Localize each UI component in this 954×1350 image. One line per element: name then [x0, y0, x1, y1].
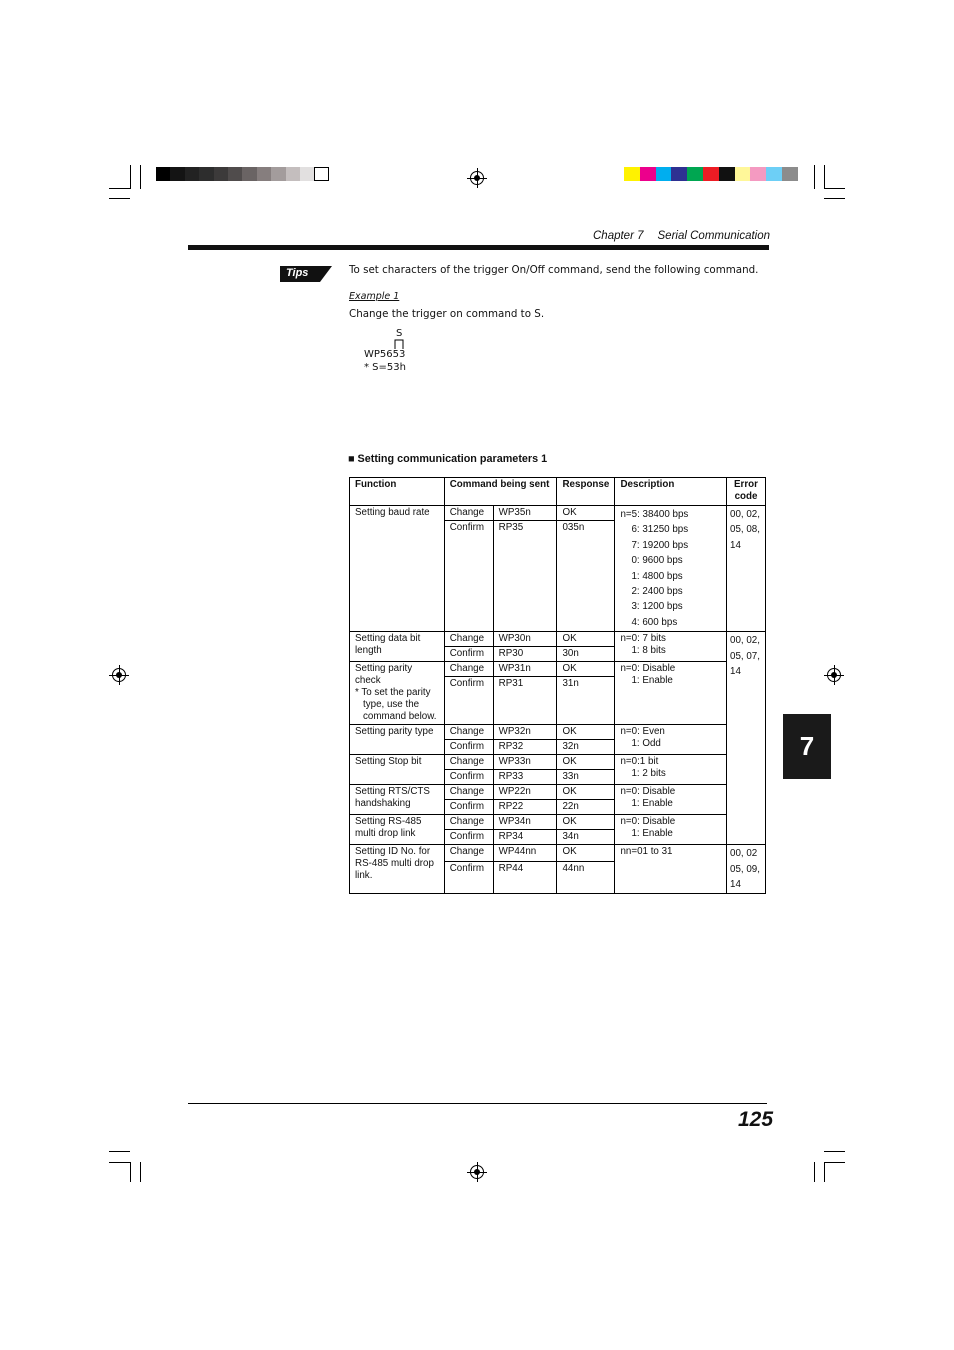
change-command: WP30n — [493, 632, 557, 647]
description-line: 7: 19200 bps — [631, 539, 689, 551]
function-cell — [350, 845, 445, 894]
table-row — [350, 785, 766, 800]
section-title — [348, 453, 547, 465]
description-line: n=0: Disable — [620, 816, 676, 828]
example-char: S — [396, 328, 403, 339]
error-code-line: 14 — [730, 666, 741, 678]
change-response: OK — [557, 785, 615, 800]
color-swatch — [671, 167, 687, 181]
color-swatch — [703, 167, 719, 181]
confirm-response: 44nn — [557, 862, 615, 894]
table-row — [350, 506, 766, 521]
table-row — [350, 725, 766, 740]
square-bullet-icon: ■ — [348, 453, 355, 465]
function-text: Setting data bit length — [355, 633, 421, 657]
tips-badge — [280, 266, 332, 282]
chapter-label: Chapter 7 — [593, 230, 644, 242]
description-cell — [615, 755, 727, 785]
confirm-command: RP31 — [493, 677, 557, 725]
chapter-title: Serial Communication — [657, 230, 771, 242]
description-line: 1: 2 bits — [631, 768, 666, 780]
description-line: n=5: 38400 bps — [620, 509, 689, 520]
change-response: OK — [557, 725, 615, 740]
change-label: Change — [444, 662, 493, 677]
error-code-line: 05, 08, — [730, 524, 760, 536]
color-swatch — [719, 167, 735, 181]
function-cell — [350, 506, 445, 632]
function-text: Setting ID No. for RS-485 multi drop link. — [355, 846, 434, 882]
description-cell — [615, 725, 727, 755]
gray-swatch — [170, 167, 185, 181]
change-label: Change — [444, 815, 493, 830]
change-label: Change — [444, 506, 493, 521]
bracket-icon — [394, 339, 405, 349]
confirm-label: Confirm — [444, 521, 493, 632]
color-swatch — [782, 167, 798, 181]
color-swatch — [735, 167, 751, 181]
confirm-command: RP22 — [493, 800, 557, 815]
change-label: Change — [444, 632, 493, 647]
change-response: OK — [557, 506, 615, 521]
description-line: n=0: Disable — [620, 786, 676, 798]
table-row — [350, 755, 766, 770]
change-command: WP31n — [493, 662, 557, 677]
function-text: Setting parity check — [355, 663, 413, 687]
header-function: Function — [350, 478, 445, 506]
description-line: 1: Odd — [631, 738, 661, 750]
error-code-line: 00, 02, — [730, 635, 760, 647]
confirm-label: Confirm — [444, 647, 493, 662]
table-row — [350, 815, 766, 830]
error-code-cell — [727, 632, 766, 845]
header-response: Response — [557, 478, 615, 506]
footer-rule — [188, 1103, 767, 1104]
confirm-command: RP44 — [493, 862, 557, 894]
page-number: 125 — [738, 1108, 774, 1131]
change-command: WP34n — [493, 815, 557, 830]
function-cell — [350, 755, 445, 785]
change-label: Change — [444, 755, 493, 770]
registration-mark-icon — [470, 171, 484, 185]
function-note: * To set the parity type, use the command below. — [355, 687, 437, 723]
description-line: n=0:1 bit — [620, 756, 659, 768]
confirm-label: Confirm — [444, 830, 493, 845]
change-command: WP22n — [493, 785, 557, 800]
function-text: Setting baud rate — [355, 507, 430, 518]
function-text: Setting Stop bit — [355, 756, 422, 768]
change-command: WP33n — [493, 755, 557, 770]
tips-label: Tips — [286, 267, 309, 279]
description-cell — [615, 506, 727, 632]
confirm-command: RP32 — [493, 740, 557, 755]
gray-swatch — [228, 167, 243, 181]
section-title-text: Setting communication parameters 1 — [357, 453, 548, 465]
description-line: 3: 1200 bps — [631, 601, 683, 613]
change-label: Change — [444, 845, 493, 862]
function-text: Setting parity type — [355, 726, 434, 738]
color-swatch — [656, 167, 672, 181]
function-cell — [350, 662, 445, 725]
example-label: Example 1 — [349, 291, 400, 302]
header-command: Command being sent — [444, 478, 557, 506]
confirm-command: RP34 — [493, 830, 557, 845]
registration-mark-icon — [470, 1165, 484, 1179]
function-cell — [350, 632, 445, 662]
error-code-cell — [727, 845, 766, 894]
confirm-response: 32n — [557, 740, 615, 755]
error-code-line: 05, 09, — [730, 863, 760, 875]
color-swatch — [766, 167, 782, 181]
description-line: n=0: Even — [620, 726, 665, 738]
confirm-label: Confirm — [444, 770, 493, 785]
function-text: Setting RTS/CTS handshaking — [355, 786, 430, 810]
confirm-response: 34n — [557, 830, 615, 845]
description-line: 1: Enable — [631, 798, 673, 810]
description-line: 0: 9600 bps — [631, 555, 683, 567]
confirm-label: Confirm — [444, 677, 493, 725]
example-command: WP5653 — [364, 349, 406, 360]
description-line: 4: 600 bps — [631, 616, 678, 628]
confirm-command: RP30 — [493, 647, 557, 662]
intro-text: To set characters of the trigger On/Off command, send the following command. — [349, 264, 759, 276]
description-cell — [615, 815, 727, 845]
example-note: * S=53h — [364, 362, 406, 373]
error-code-line: 05, 07, — [730, 650, 760, 662]
color-swatch — [624, 167, 640, 181]
confirm-command: RP35 — [493, 521, 557, 632]
table-row — [350, 632, 766, 647]
description-line: 1: Enable — [631, 675, 673, 687]
error-code-line: 14 — [730, 879, 741, 891]
change-response: OK — [557, 815, 615, 830]
change-response: OK — [557, 755, 615, 770]
gray-swatch — [271, 167, 286, 181]
description-cell — [615, 785, 727, 815]
gray-swatch — [314, 167, 329, 181]
description-cell — [615, 845, 727, 894]
description-line: 6: 31250 bps — [631, 524, 689, 536]
gray-swatch — [242, 167, 257, 181]
chapter-tab: 7 — [783, 714, 831, 779]
color-swatch — [750, 167, 766, 181]
error-code-cell — [727, 506, 766, 632]
header-error-code: Error code — [727, 478, 766, 506]
function-cell — [350, 815, 445, 845]
gray-swatch — [257, 167, 272, 181]
function-cell — [350, 725, 445, 755]
confirm-command: RP33 — [493, 770, 557, 785]
change-command: WP35n — [493, 506, 557, 521]
error-code-line: 00, 02, — [730, 509, 760, 520]
description-line: 1: Enable — [631, 828, 673, 840]
confirm-response: 33n — [557, 770, 615, 785]
table-header-row — [350, 478, 766, 506]
table-row — [350, 662, 766, 677]
change-label: Change — [444, 725, 493, 740]
description-line: n=0: 7 bits — [620, 633, 666, 645]
change-response: OK — [557, 632, 615, 647]
gray-swatch — [185, 167, 200, 181]
running-header — [593, 230, 770, 242]
parameters-table — [349, 477, 766, 894]
confirm-label: Confirm — [444, 862, 493, 894]
color-swatch — [640, 167, 656, 181]
function-cell — [350, 785, 445, 815]
function-text: Setting RS-485 multi drop link — [355, 816, 422, 840]
confirm-label: Confirm — [444, 740, 493, 755]
change-command: WP44nn — [493, 845, 557, 862]
error-code-line: 14 — [730, 539, 741, 551]
gray-swatch — [286, 167, 301, 181]
example-description: Change the trigger on command to S. — [349, 308, 545, 320]
confirm-response: 31n — [557, 677, 615, 725]
change-response: OK — [557, 662, 615, 677]
registration-mark-icon — [827, 668, 841, 682]
error-code-line: 00, 02 — [730, 848, 758, 860]
confirm-label: Confirm — [444, 800, 493, 815]
change-response: OK — [557, 845, 615, 862]
description-line: 2: 2400 bps — [631, 586, 683, 598]
description-line: n=0: Disable — [620, 663, 676, 675]
description-line: 1: 4800 bps — [631, 570, 683, 582]
gray-swatch — [156, 167, 171, 181]
gray-swatch — [214, 167, 229, 181]
gray-swatch — [300, 167, 315, 181]
gray-swatch — [199, 167, 214, 181]
description-cell — [615, 662, 727, 725]
registration-mark-icon — [112, 668, 126, 682]
header-rule — [188, 245, 769, 250]
confirm-response: 035n — [557, 521, 615, 632]
description-line: 1: 8 bits — [631, 645, 666, 657]
table-body — [350, 506, 766, 894]
description-cell — [615, 632, 727, 662]
header-description: Description — [615, 478, 727, 506]
confirm-response: 30n — [557, 647, 615, 662]
table-row — [350, 845, 766, 862]
change-command: WP32n — [493, 725, 557, 740]
confirm-response: 22n — [557, 800, 615, 815]
description-line: nn=01 to 31 — [620, 846, 673, 858]
change-label: Change — [444, 785, 493, 800]
color-swatch — [687, 167, 703, 181]
